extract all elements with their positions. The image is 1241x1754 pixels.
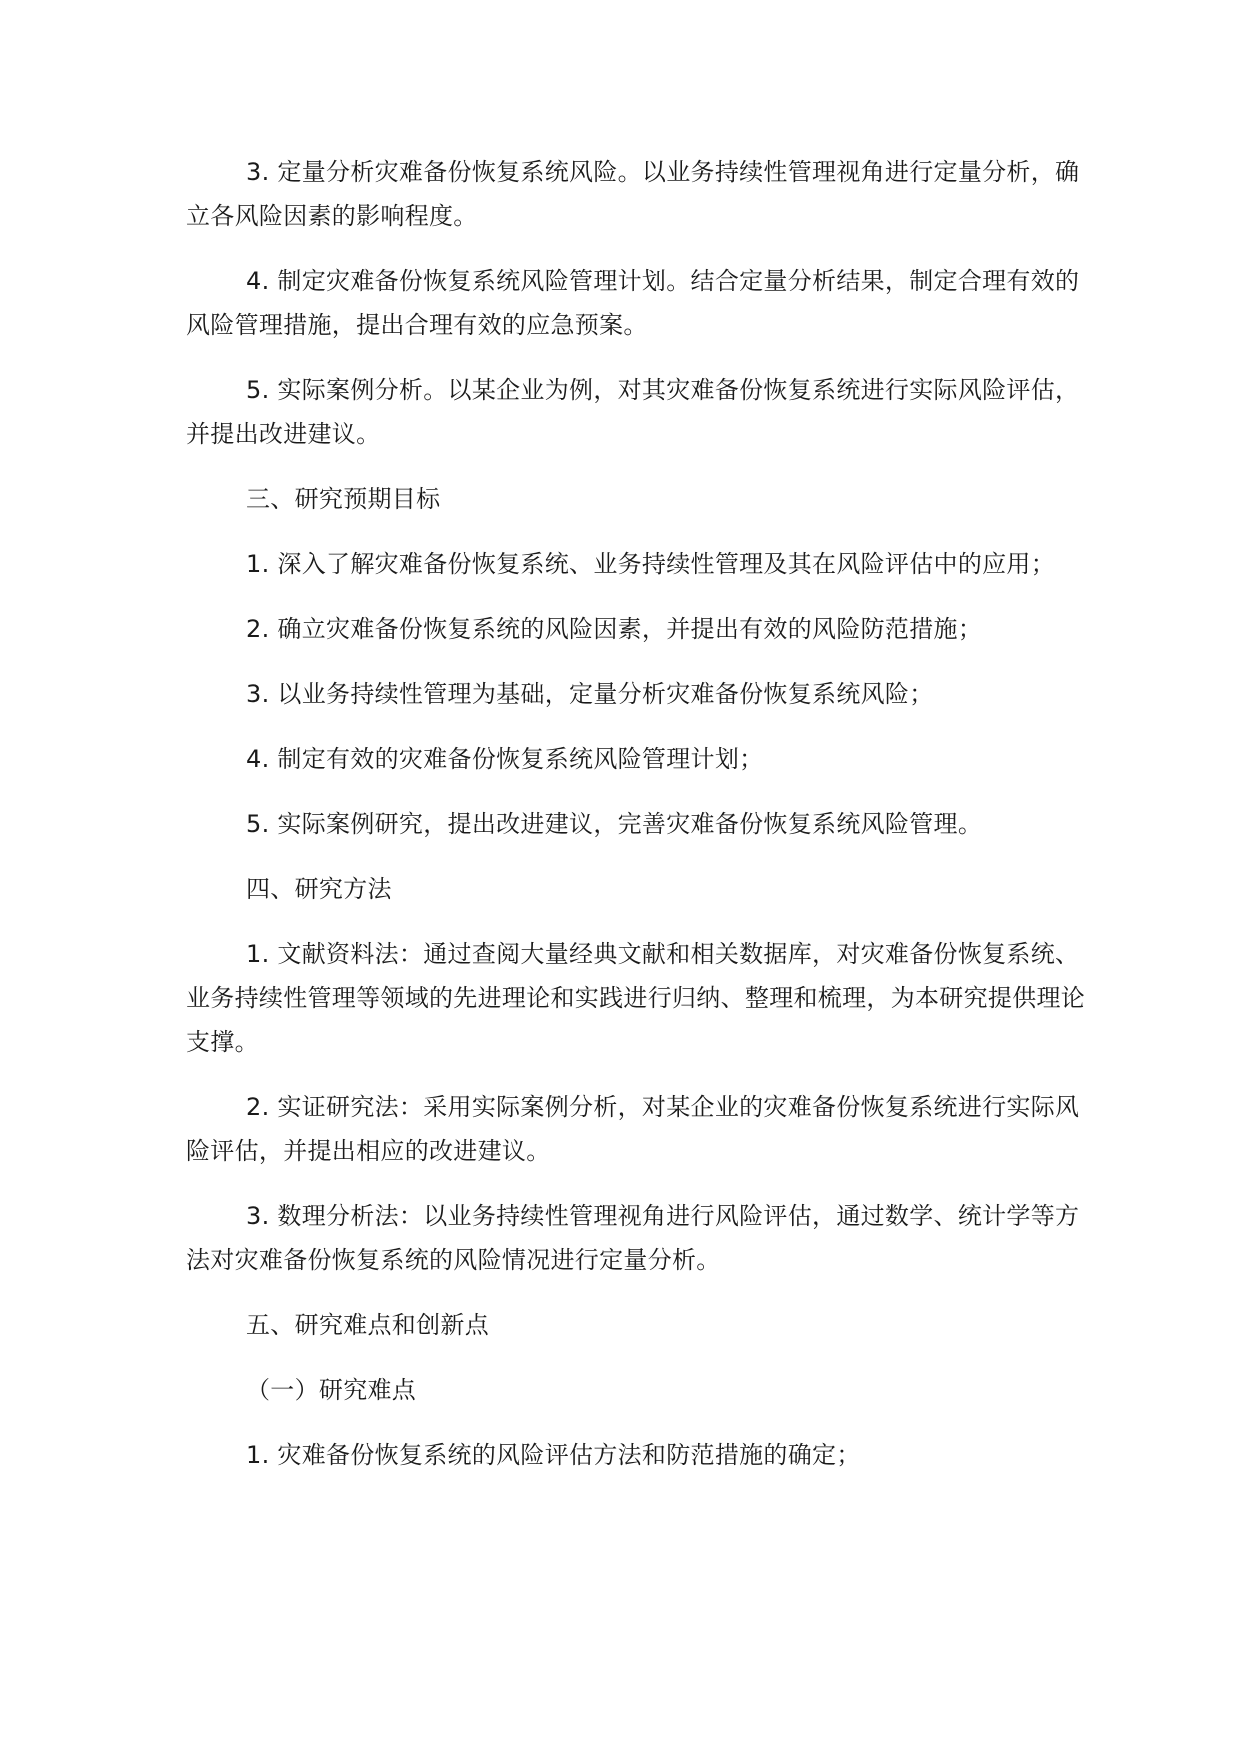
paragraph-quantitative-analysis: 3. 定量分析灾难备份恢复系统风险。以业务持续性管理视角进行定量分析，确立各风险因素的影响程度。 — [186, 158, 1080, 230]
subsection-heading-difficulties: （一）研究难点 — [246, 1376, 417, 1404]
goal-item-5: 5. 实际案例研究，提出改进建议，完善灾难备份恢复系统风险管理。 — [246, 810, 983, 838]
section-heading-expected-goals: 三、研究预期目标 — [246, 485, 441, 513]
section-heading-research-methods: 四、研究方法 — [246, 875, 392, 903]
document-body — [186, 150, 1086, 1498]
paragraph-risk-management-plan: 4. 制定灾难备份恢复系统风险管理计划。结合定量分析结果，制定合理有效的风险管理措施，提出合理有效的应急预案。 — [186, 267, 1080, 339]
section-heading-difficulties-innovations: 五、研究难点和创新点 — [246, 1311, 489, 1339]
method-item-2: 2. 实证研究法：采用实际案例分析，对某企业的灾难备份恢复系统进行实际风险评估，并提出相应的改进建议。 — [186, 1093, 1080, 1165]
goal-item-2: 2. 确立灾难备份恢复系统的风险因素，并提出有效的风险防范措施； — [246, 615, 983, 643]
method-item-3: 3. 数理分析法：以业务持续性管理视角进行风险评估，通过数学、统计学等方法对灾难备份恢复系统的风险情况进行定量分析。 — [186, 1202, 1080, 1274]
goal-item-3: 3. 以业务持续性管理为基础，定量分析灾难备份恢复系统风险； — [246, 680, 934, 708]
difficulty-item-1: 1. 灾难备份恢复系统的风险评估方法和防范措施的确定； — [246, 1441, 861, 1469]
paragraph-case-analysis: 5. 实际案例分析。以某企业为例，对其灾难备份恢复系统进行实际风险评估，并提出改进建议。 — [186, 376, 1080, 448]
method-item-1: 1. 文献资料法：通过查阅大量经典文献和相关数据库，对灾难备份恢复系统、业务持续性管理等领域的先进理论和实践进行归纳、整理和梳理，为本研究提供理论支撑。 — [186, 940, 1086, 1056]
goal-item-4: 4. 制定有效的灾难备份恢复系统风险管理计划； — [246, 745, 764, 773]
goal-item-1: 1. 深入了解灾难备份恢复系统、业务持续性管理及其在风险评估中的应用； — [246, 550, 1056, 578]
